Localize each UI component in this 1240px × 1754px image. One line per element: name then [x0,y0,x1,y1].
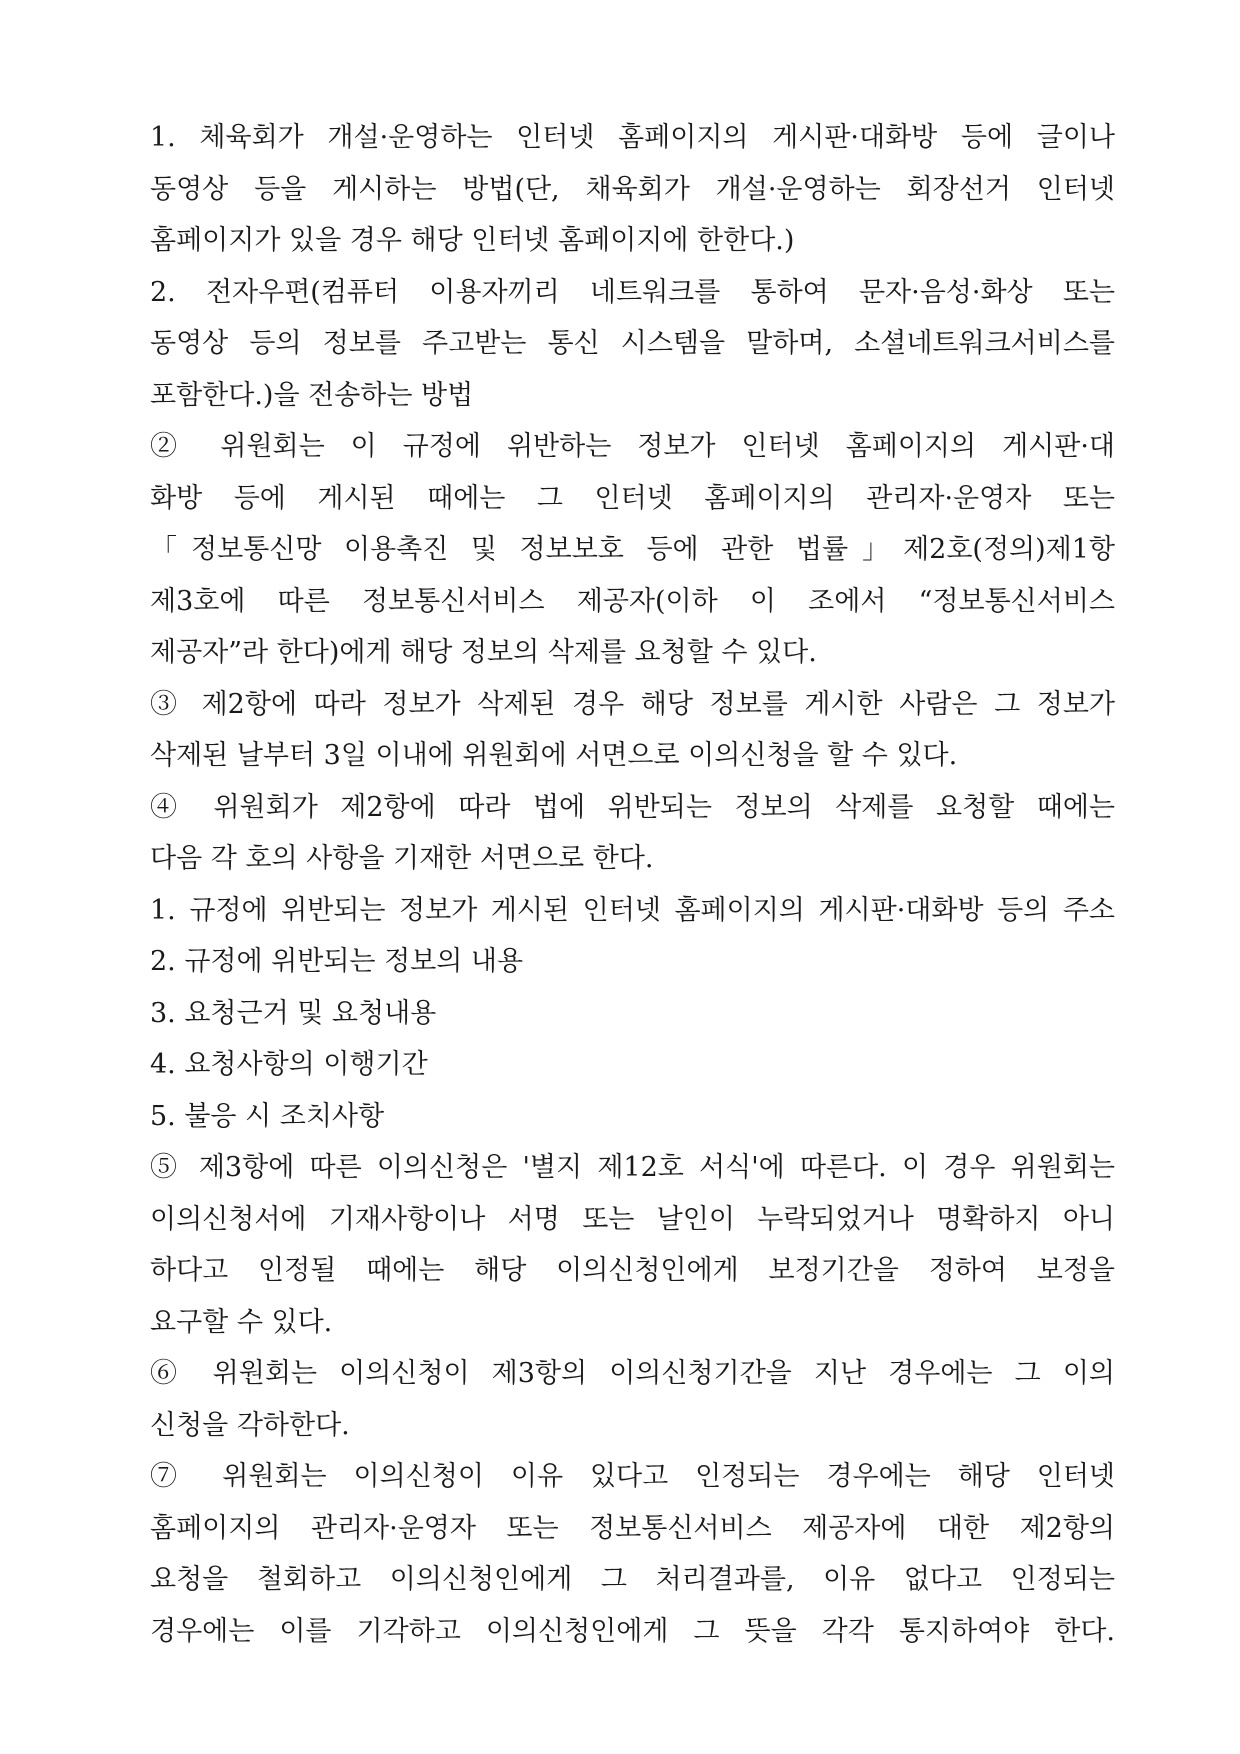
document-body [150,112,1115,1657]
text-line: 경우에는 이를 기각하고 이의신청인에게 그 뜻을 각각 통지하여야 한다. [150,1615,1115,1647]
text-line: 동영상 등의 정보를 주고받는 통신 시스템을 말하며, 소셜네트워크서비스를 [150,328,1115,359]
text-line: 4. 요청사항의 이행기간 [150,1049,428,1080]
text-line: 요구할 수 있다. [150,1306,333,1338]
text-line: ⑤ 제3항에 따른 이의신청은 '별지 제12호 서식'에 따른다. 이 경우 위원회는 [150,1152,1115,1183]
text-line: 다음 각 호의 사항을 기재한 서면으로 한다. [150,843,654,874]
text-line: 신청을 각하한다. [150,1409,350,1441]
text-line: ⑥ 위원회는 이의신청이 제3항의 이의신청기간을 지난 경우에는 그 이의 [150,1358,1115,1389]
text-line: 제3호에 따른 정보통신서비스 제공자(이하 이 조에서 “정보통신서비스 [150,585,1115,617]
text-line: 홈페이지의 관리자·운영자 또는 정보통신서비스 제공자에 대한 제2항의 [150,1512,1115,1544]
text-line: 포함한다.)을 전송하는 방법 [150,379,474,411]
text-line: 요청을 철회하고 이의신청인에게 그 처리결과를, 이유 없다고 인정되는 [150,1564,1115,1595]
text-line: ② 위원회는 이 규정에 위반하는 정보가 인터넷 홈페이지의 게시판·대 [150,431,1115,462]
text-line: 동영상 등을 게시하는 방법(단, 채육회가 개설·운영하는 회장선거 인터넷 [150,173,1115,205]
text-line: 삭제된 날부터 3일 이내에 위원회에 서면으로 이의신청을 할 수 있다. [150,740,958,771]
text-line: 2. 규정에 위반되는 정보의 내용 [150,946,524,977]
text-line: 제공자”라 한다)에게 해당 정보의 삭제를 요청할 수 있다. [150,637,817,668]
text-line: ⑦ 위원회는 이의신청이 이유 있다고 인정되는 경우에는 해당 인터넷 [150,1461,1115,1492]
text-line: 5. 불응 시 조치사항 [150,1100,385,1132]
text-line: 하다고 인정될 때에는 해당 이의신청인에게 보정기간을 정하여 보정을 [150,1255,1115,1286]
text-line: ③ 제2항에 따라 정보가 삭제된 경우 해당 정보를 게시한 사람은 그 정보가 [150,688,1115,720]
text-line: 홈페이지가 있을 경우 해당 인터넷 홈페이지에 한한다.) [150,225,795,256]
text-line: 1. 체육회가 개설·운영하는 인터넷 홈페이지의 게시판·대화방 등에 글이나 [150,122,1115,153]
text-line: 2. 전자우편(컴퓨터 이용자끼리 네트워크를 통하여 문자·음성·화상 또는 [150,276,1115,308]
text-line: ④ 위원회가 제2항에 따라 법에 위반되는 정보의 삭제를 요청할 때에는 [150,791,1115,823]
text-line: 1. 규정에 위반되는 정보가 게시된 인터넷 홈페이지의 게시판·대화방 등의 주소 [150,894,1115,926]
text-line: 3. 요청근거 및 요청내용 [150,997,437,1029]
text-line: 「정보통신망 이용촉진 및 정보보호 등에 관한 법률」제2호(정의)제1항 [150,534,1115,565]
text-line: 이의신청서에 기재사항이나 서명 또는 날인이 누락되었거나 명확하지 아니 [150,1203,1115,1235]
text-line: 화방 등에 게시된 때에는 그 인터넷 홈페이지의 관리자·운영자 또는 [150,482,1115,514]
